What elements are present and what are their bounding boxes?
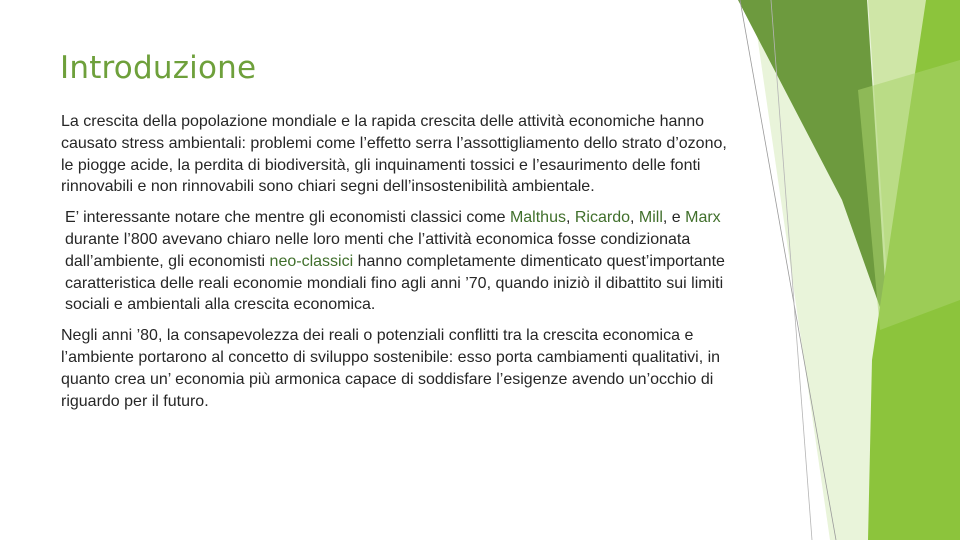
link-ricardo[interactable]: Ricardo	[574, 209, 630, 227]
link-marx[interactable]: Marx	[685, 209, 721, 227]
paragraph-2-text-1: E’ interessante notare che mentre gli economisti classici come	[65, 209, 510, 227]
separator: , e	[662, 209, 686, 227]
slide-title: Introduzione	[60, 50, 257, 86]
link-malthus[interactable]: Malthus	[509, 209, 566, 227]
paragraph-1: La crescita della popolazione mondiale e la rapida crescita delle attività economiche hanno causato stress ambientali: problemi come l’effetto serra l’assottigliamento dello strato d’ozono, le piogge acide, la perdita di biodiversità, gli inquinamenti tossici e l’esaurimento delle fonti rinnovabili e non rinnovabili sono chiari segni dell’insostenibilità ambientale.	[61, 113, 727, 196]
paragraph-2	[61, 207, 733, 316]
link-neo-classici[interactable]: neo-classici	[269, 252, 354, 270]
paragraph-2-text-2: durante l’800 avevano chiaro nelle loro menti che l’attività economica fosse condizionata dall’ambiente, gli economisti	[65, 230, 691, 270]
separator: ,	[565, 209, 575, 227]
separator: ,	[630, 209, 639, 227]
link-mill[interactable]: Mill	[638, 209, 663, 227]
slide-body	[61, 111, 733, 412]
paragraph-3: Negli anni ’80, la consapevolezza dei reali o potenziali conflitti tra la crescita economica e l’ambiente portarono al concetto di sviluppo sostenibile: esso porta cambiamenti qualitativi, in quanto crea un’ economia più armonica capace di soddisfare l’esigenze avendo un’occhio di riguardo per il futuro.	[61, 327, 721, 410]
paragraph-2-text-3: hanno completamente dimenticato quest’importante caratteristica delle reali economie mondiali fino agli anni ’70, quando iniziò il dibattito sui limiti sociali e ambientali alla crescita economica.	[65, 252, 725, 314]
